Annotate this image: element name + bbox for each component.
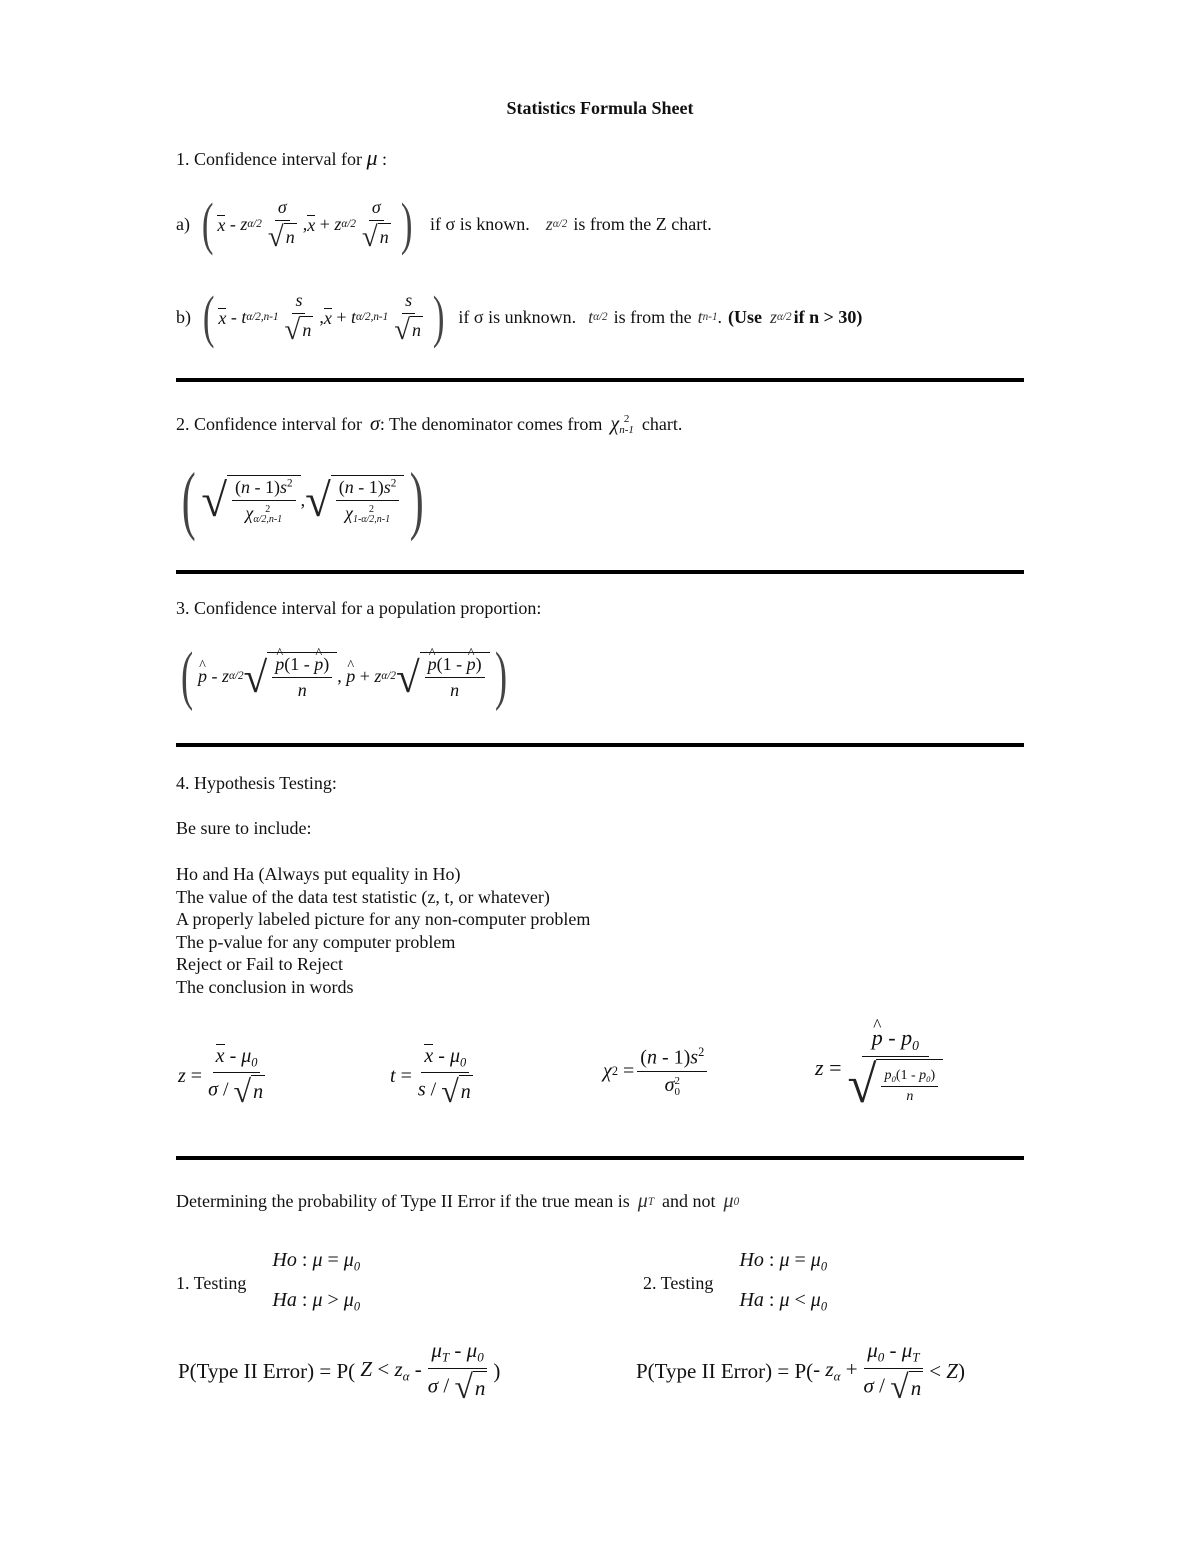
section1b-source: is from the <box>613 306 692 327</box>
ci-mean-known-formula: ( x - z α/2 σ √ n , x + z α/2 σ √ n ) <box>201 191 413 256</box>
ci-mean-unknown-formula: ( x - t α/2,n-1 s √ n , x + t α/2,n-1 s √ n ) <box>202 284 445 349</box>
divider-2 <box>176 570 1024 574</box>
type2-heading-mid: and not <box>662 1191 716 1211</box>
section2-note-end: chart. <box>641 414 683 434</box>
type2-prob-label-2: P(Type II Error) = P( <box>636 1358 814 1383</box>
test2-label: 2. Testing <box>643 1272 714 1293</box>
divider-3 <box>176 743 1024 747</box>
z-statistic-formula: z = x - $\mu_0$ σ / √ n <box>178 1045 264 1110</box>
section2-heading-text: 2. Confidence interval for <box>176 414 362 434</box>
ci-proportion-formula: ( ^ p - z α/2 √ ^ $\frac{p(1 - \^{} p)}{n}$ , ^ p + z α/2 √ ^ $\frac{p(1 - \^{} p)}{n}$ ) <box>176 643 512 709</box>
section1a-condition: if σ is known. <box>430 213 530 234</box>
section3-heading: 3. Confidence interval for a population proportion: <box>176 598 542 618</box>
list-item: A properly labeled picture for any non-computer problem <box>176 909 591 930</box>
list-item: The value of the data test statistic (z, t, or whatever) <box>176 886 550 907</box>
section1b-label: b) <box>176 306 191 327</box>
section1b-use: (Use <box>728 306 763 327</box>
section2-note: : The denominator comes from <box>379 414 603 434</box>
z-proportion-statistic-formula: z = ^ p - $p_0$ √ $\frac{p_0(1 - p_0)}{n}$ <box>815 1025 949 1112</box>
list-item: Ho and Ha (Always put equality in Ho) <box>176 864 461 884</box>
section1a-formula: a) ( x - z α/2 σ √ n , x + z α/2 σ √ n ) if σ is known. z α/2 is from the Z chart. <box>176 191 712 256</box>
test2-block <box>643 1243 827 1324</box>
page-title: Statistics Formula Sheet <box>506 98 694 118</box>
section1-heading: 1. Confidence interval for μ : <box>176 145 387 170</box>
chi-square-statistic-formula: χ 2 = $(n - 1)s^2$ σ 2 0 <box>603 1045 710 1098</box>
test1-label: 1. Testing <box>176 1272 247 1293</box>
section1b-rule: if n > 30) <box>793 306 863 327</box>
type2-formula-right-tail: P(Type II Error) = P( $Z < z_\alpha$ - $\mu_T - \mu_0$ σ / √ n ) <box>178 1338 501 1406</box>
section2-heading: 2. Confidence interval for σ : The denominator comes from χ 2 n-1 chart. <box>176 412 683 436</box>
section1b-formula: b) ( x - t α/2,n-1 s √ n , x + t α/2,n-1 s √ n ) if σ is unknown. t α/2 is from the t n-1 . (Use z α/2 if n > 30) <box>176 284 863 349</box>
section4-heading: 4. Hypothesis Testing: <box>176 773 337 793</box>
section1-heading-text: 1. Confidence interval for <box>176 149 362 169</box>
t-statistic-formula: t = x - $\mu_0$ s / √ n <box>390 1045 471 1110</box>
list-item: The p-value for any computer problem <box>176 931 456 952</box>
test2-hypotheses: Ho : $\mu = \mu_0$ Ha : $\mu < \mu_0$ <box>739 1249 828 1314</box>
test1-block <box>176 1243 360 1324</box>
list-item: The conclusion in words <box>176 976 354 997</box>
include-list <box>176 863 590 999</box>
ci-sigma-formula: ( √ $(n - 1)s^2$ χ 2 α/2,n-1 , √ $(n - 1)s^2$ χ 2 1-α/2,n-1 ) <box>181 458 424 542</box>
divider-1 <box>176 378 1024 382</box>
section1b-condition: if σ is unknown. <box>458 306 577 327</box>
include-label: Be sure to include: <box>176 818 312 838</box>
section1a-label: a) <box>176 213 190 234</box>
list-item: Reject or Fail to Reject <box>176 954 343 975</box>
type2-prob-label-1: P(Type II Error) = P( <box>178 1358 356 1383</box>
test1-hypotheses: Ho : $\mu = \mu_0$ Ha : $\mu > \mu_0$ <box>272 1249 361 1314</box>
type2-heading: Determining the probability of Type II Error if the true mean is μ T and not μ 0 <box>176 1190 740 1212</box>
section1a-source: is from the Z chart. <box>573 213 712 234</box>
type2-heading-text: Determining the probability of Type II Error if the true mean is <box>176 1191 630 1211</box>
divider-4 <box>176 1156 1024 1160</box>
type2-formula-left-tail: P(Type II Error) = P( - $z_\alpha$ + $\mu_0 - \mu_T$ σ / √ n < Z) <box>636 1338 965 1406</box>
